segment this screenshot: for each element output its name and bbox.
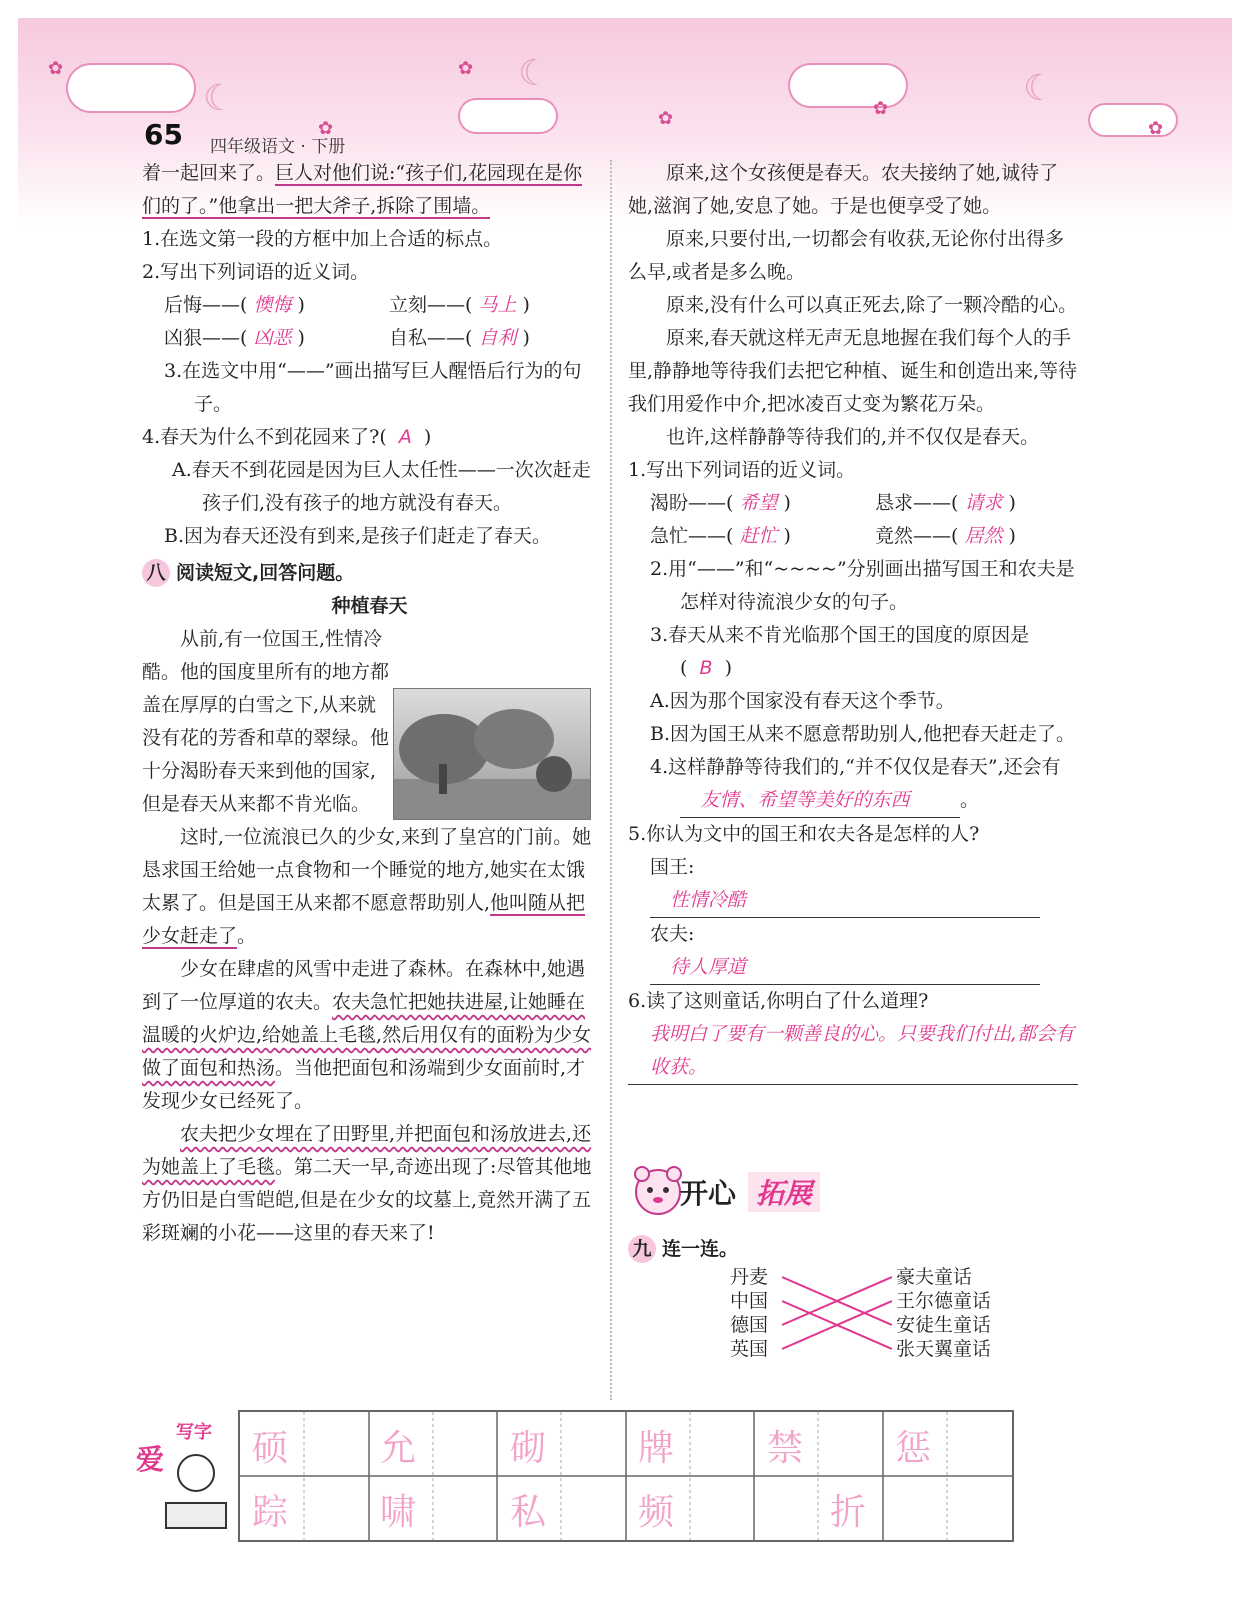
match-left-item: 丹麦 [730,1266,769,1288]
story-illustration [393,688,591,820]
practice-character: 惩 [895,1428,932,1469]
story-title: 种植春天 [331,595,408,617]
bear-icon [628,1160,688,1220]
practice-character: 允 [380,1428,417,1469]
option-b: B.因为春天还没有到来,是孩子们赶走了春天。 [164,525,552,547]
synonym-row: 渴盼——( 希望 ) 恳求——( 请求 ) [650,492,1016,514]
question-1: 1.写出下列词语的近义词。 [628,459,856,481]
answer-farmer: 农夫:待人厚道 [628,918,1078,985]
answer-king: 国王:性情冷酷 [628,851,1078,918]
star-icon: ✿ [658,108,674,129]
cloud-decoration [1088,103,1178,137]
story-paragraph: 原来,没有什么可以真正死去,除了一颗冷酷的心。 [666,294,1078,316]
match-left-item: 德国 [730,1314,769,1336]
book-title: 四年级语文 · 下册 [210,137,346,157]
practice-character: 频 [638,1492,675,1533]
match-right-item: 王尔德童话 [896,1290,992,1312]
section-9-heading: 九 连一连。 [628,1234,738,1263]
story-paragraph: 这时,一位流浪已久的少女,来到了皇宫的门前。她恳求国王给她一点食物和一个睡觉的地方,她实在太饿太累了。但是国王从来都不愿意帮助别人,他叫随从把少女赶走了。 [142,826,592,947]
cloud-decoration [66,63,196,113]
question-3: 3.春天从来不肯光临那个国王的国度的原因是( B ) [650,624,1030,679]
section-8-heading: 八 阅读短文,回答问题。 [142,557,597,590]
practice-character: 私 [510,1492,547,1533]
question-1: 1.在选文第一段的方框中加上合适的标点。 [142,228,503,250]
moon-icon: ☾ [203,78,236,119]
star-icon: ✿ [1148,118,1164,139]
fun-extension-banner [628,1160,838,1220]
star-icon: ✿ [318,118,334,139]
story-paragraph: 少女在肆虐的风雪中走进了森林。在森林中,她遇到了一位厚道的农夫。农夫急忙把她扶进屋,让她睡在温暖的火炉边,给她盖上毛毯,然后用仅有的面粉为少女做了面包和热汤。当他把面包和汤端到少女面前时,才发现少女已经死了。 [142,958,592,1112]
moon-icon: ☾ [1023,68,1056,109]
option-b: B.因为国王从来不愿意帮助别人,他把春天赶走了。 [650,723,1076,745]
column-divider [610,160,612,1400]
child-writing-icon [156,1448,236,1538]
moon-icon: ☾ [518,53,551,94]
synonym-row: 凶狠——( 凶恶 ) 自私——( 自利 ) [164,327,530,349]
question-4: 4.这样静静等待我们的,“并不仅仅是春天”,还会有友情、希望等美好的东西 。 [628,751,1078,818]
right-column [628,157,1078,1085]
match-lines [782,1265,892,1361]
question-3: 3.在选文中用“——”画出描写巨人醒悟后行为的句子。 [164,360,582,415]
question-2: 2.写出下列词语的近义词。 [142,261,370,283]
question-6: 6.读了这则童话,你明白了什么道理? [628,990,929,1012]
star-icon: ✿ [458,58,474,79]
option-a: A.春天不到花园是因为巨人太任性——一次次赶走孩子们,没有孩子的地方就没有春天。 [172,459,591,514]
practice-character: 禁 [767,1428,804,1469]
story-paragraph: 原来,这个女孩便是春天。农夫接纳了她,诚待了她,滋润了她,安息了她。于是也便享受了她。 [628,162,1059,217]
practice-character: 折 [830,1492,867,1533]
match-right-item: 豪夫童话 [896,1266,973,1288]
practice-character: 牌 [638,1428,675,1469]
story-paragraph: 也许,这样静静等待我们的,并不仅仅是春天。 [666,426,1040,448]
match-right-item: 安徒生童话 [896,1314,992,1336]
option-a: A.因为那个国家没有春天这个季节。 [650,690,955,712]
match-left-item: 中国 [730,1290,769,1312]
story-paragraph: 农夫把少女埋在了田野里,并把面包和汤放进去,还为她盖上了毛毯。第二天一早,奇迹出现了:尽管其他地方仍旧是白雪皑皑,但是在少女的坟墓上,竟然开满了五彩斑斓的小花——这里的春天来了! [142,1123,592,1244]
banner-text: 开心 [680,1177,737,1210]
banner-text: 拓展 [748,1172,820,1212]
cloud-decoration [458,98,558,134]
question-4: 4.春天为什么不到花园来了?( A ) [142,426,432,448]
writing-grid [238,1410,1014,1542]
answer-blank: 友情、希望等美好的东西 [680,784,960,818]
story-paragraph: 原来,春天就这样无声无息地握在我们每个人的手里,静静地等待我们去把它种植、诞生和创造出来,等待我们用爱作中介,把冰凌百丈变为繁花万朵。 [628,327,1078,415]
synonym-row: 后悔——( 懊悔 ) 立刻——( 马上 ) [164,294,530,316]
practice-character: 踪 [252,1492,289,1533]
star-icon: ✿ [48,58,64,79]
question-5: 5.你认为文中的国王和农夫各是怎样的人? [628,823,980,845]
cloud-decoration [788,63,908,108]
page-number: 65 [144,118,183,151]
question-2: 2.用“——”和“~~~~”分别画出描写国王和农夫是怎样对待流浪少女的句子。 [650,558,1075,613]
synonym-row: 急忙——( 赶忙 ) 竟然——( 居然 ) [650,525,1016,547]
passage-paragraph: 着一起回来了。巨人对他们说:“孩子们,花园现在是你们的了。”他拿出一把大斧子,拆除了围墙。 [142,162,583,217]
story-paragraph: 从前,有一位国王,性情冷酷。他的国度里所有的地方都盖在厚厚的白雪之下,从来就没有花的芳香和草的翠绿。他十分渴盼春天来到他的国家,但是春天从来都不肯光临。 [142,628,390,815]
practice-character: 砌 [510,1428,547,1469]
practice-character: 啸 [380,1492,417,1533]
match-left-item: 英国 [730,1338,769,1360]
match-right-item: 张天翼童话 [896,1338,992,1360]
answer-6: 我明白了要有一颗善良的心。只要我们付出,都会有收获。 [628,1018,1078,1085]
star-icon: ✿ [873,98,889,119]
practice-character: 硕 [252,1428,289,1469]
story-paragraph: 原来,只要付出,一切都会有收获,无论你付出得多么早,或者是多么晚。 [628,228,1065,283]
